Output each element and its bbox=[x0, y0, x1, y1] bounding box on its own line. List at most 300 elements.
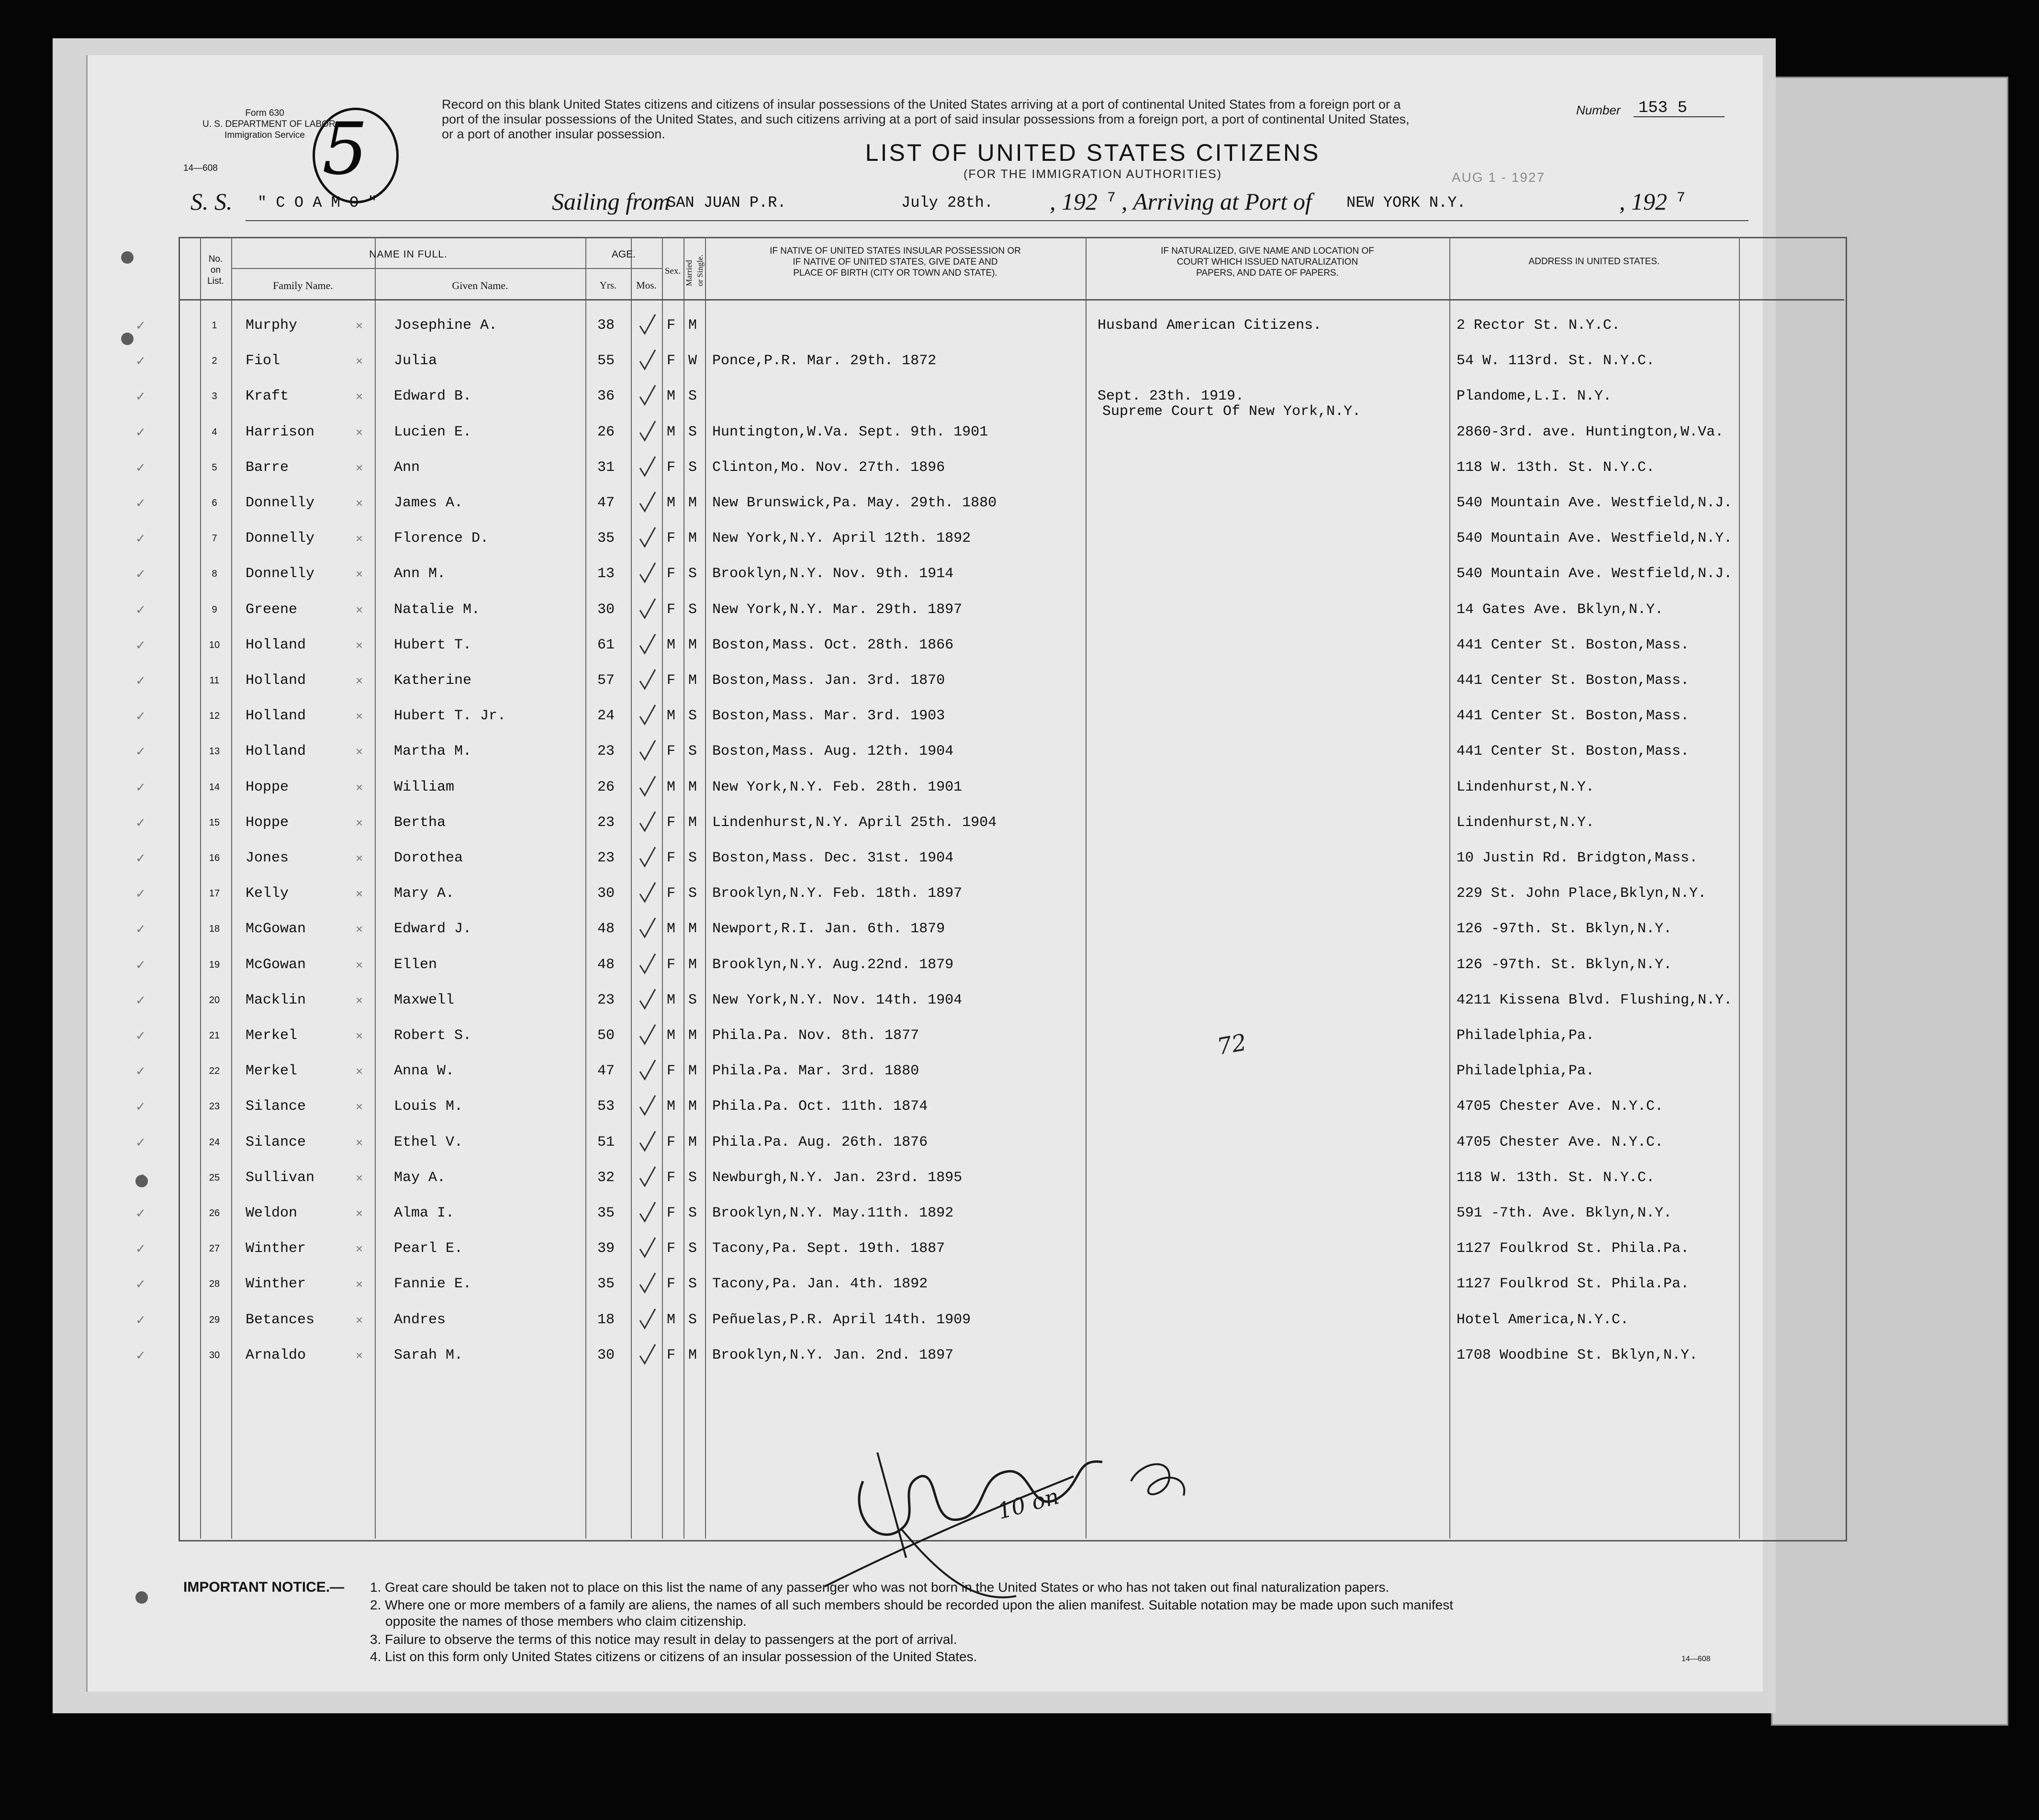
margin-check-icon: ✓ bbox=[135, 1241, 146, 1256]
margin-check-icon: ✓ bbox=[135, 1312, 146, 1327]
check-mark-icon bbox=[638, 1342, 657, 1365]
address: 4211 Kissena Blvd. Flushing,N.Y. bbox=[1456, 992, 1733, 1008]
check-mark-icon bbox=[638, 597, 657, 620]
naturalization: Husband American Citizens. bbox=[1098, 317, 1322, 334]
address: 126 -97th. St. Bklyn,N.Y. bbox=[1456, 956, 1672, 973]
table-row bbox=[88, 1232, 1753, 1267]
address: 540 Mountain Ave. Westfield,N.J. bbox=[1456, 495, 1733, 511]
check-mark-icon bbox=[638, 490, 657, 513]
age-years: 39 bbox=[597, 1240, 615, 1257]
age-years: 35 bbox=[597, 1205, 615, 1221]
col-married-2: or Single. bbox=[695, 254, 705, 286]
col-no-3: List. bbox=[207, 276, 224, 286]
marital-status: M bbox=[688, 814, 697, 831]
margin-check-icon: ✓ bbox=[135, 851, 146, 865]
sex: M bbox=[667, 636, 676, 653]
given-name: Hubert T. Jr. bbox=[394, 708, 506, 725]
year-digit-2: 7 bbox=[1677, 190, 1686, 206]
document-title: LIST OF UNITED STATES CITIZENS bbox=[865, 139, 1321, 166]
given-name: Natalie M. bbox=[394, 601, 481, 618]
row-number: 8 bbox=[212, 569, 217, 580]
name-cross-icon: × bbox=[356, 1135, 363, 1150]
marital-status: M bbox=[688, 921, 697, 938]
name-cross-icon: × bbox=[356, 1312, 363, 1327]
marital-status: M bbox=[688, 956, 697, 973]
marital-status: S bbox=[688, 743, 697, 760]
address: 2 Rector St. N.Y.C. bbox=[1456, 317, 1621, 334]
col-name-in-full: NAME IN FULL. bbox=[369, 249, 448, 260]
birth-place-date: Phila.Pa. Aug. 26th. 1876 bbox=[712, 1134, 928, 1150]
sex: F bbox=[667, 317, 676, 334]
name-cross-icon: × bbox=[356, 851, 363, 865]
row-number: 4 bbox=[212, 426, 217, 437]
arriving-label: , Arriving at Port of bbox=[1121, 188, 1312, 215]
arrival-port: NEW YORK N.Y. bbox=[1346, 194, 1466, 212]
age-years: 53 bbox=[597, 1098, 615, 1115]
birth-place-date: Clinton,Mo. Nov. 27th. 1896 bbox=[712, 459, 945, 476]
form-number: Form 630 bbox=[245, 108, 284, 118]
marital-status: S bbox=[688, 424, 697, 440]
number-underline bbox=[1634, 116, 1725, 117]
date-stamp: AUG 1 - 1927 bbox=[1452, 170, 1546, 185]
sex: F bbox=[667, 1276, 676, 1293]
handwritten-note: 10 on bbox=[995, 1483, 1062, 1524]
table-row bbox=[88, 1339, 1753, 1374]
family-name: Greene bbox=[246, 601, 298, 618]
notice-item-3: 3. Failure to observe the terms of this notice may result in delay to passengers at the port of arrival. bbox=[370, 1632, 957, 1647]
marital-status: S bbox=[688, 992, 697, 1008]
sailing-date: July 28th. bbox=[901, 194, 994, 212]
age-years: 26 bbox=[597, 779, 615, 795]
form-code-top: 14—608 bbox=[183, 163, 218, 173]
given-name: Ann M. bbox=[394, 566, 446, 582]
birth-place-date: Boston,Mass. Jan. 3rd. 1870 bbox=[712, 672, 945, 689]
table-row bbox=[88, 877, 1753, 912]
address: 441 Center St. Boston,Mass. bbox=[1456, 743, 1690, 760]
check-mark-icon bbox=[638, 916, 657, 939]
family-name: Murphy bbox=[246, 317, 298, 334]
table-row bbox=[88, 735, 1753, 770]
sex: F bbox=[667, 850, 676, 866]
margin-check-icon: ✓ bbox=[135, 354, 146, 368]
address: 118 W. 13th. St. N.Y.C. bbox=[1456, 459, 1655, 476]
col-no-1: No. bbox=[208, 254, 223, 264]
check-mark-icon bbox=[638, 1236, 657, 1259]
check-mark-icon bbox=[638, 1058, 657, 1081]
table-row bbox=[88, 1303, 1753, 1339]
sex: M bbox=[667, 992, 676, 1008]
birth-place-date: Peñuelas,P.R. April 14th. 1909 bbox=[712, 1311, 971, 1328]
sailing-from-port: SAN JUAN P.R. bbox=[667, 194, 786, 212]
col-given-name: Given Name. bbox=[452, 279, 508, 291]
birth-place-date: Phila.Pa. Oct. 11th. 1874 bbox=[712, 1098, 928, 1115]
family-name: Donnelly bbox=[246, 566, 315, 582]
marital-status: M bbox=[688, 495, 697, 511]
check-mark-icon bbox=[638, 881, 657, 904]
birth-place-date: Lindenhurst,N.Y. April 25th. 1904 bbox=[712, 814, 997, 831]
family-name: Hoppe bbox=[246, 779, 289, 795]
given-name: Edward B. bbox=[394, 388, 472, 405]
age-years: 61 bbox=[597, 636, 615, 653]
age-years: 36 bbox=[597, 388, 615, 405]
sex: M bbox=[667, 388, 676, 405]
table-row bbox=[88, 806, 1753, 841]
header-rule bbox=[585, 268, 662, 269]
table-row bbox=[88, 522, 1753, 557]
sex: M bbox=[667, 921, 676, 938]
check-mark-icon bbox=[638, 313, 657, 335]
birth-place-date: New York,N.Y. April 12th. 1892 bbox=[712, 530, 971, 547]
sex: F bbox=[667, 601, 676, 618]
family-name: McGowan bbox=[246, 956, 306, 973]
given-name: Florence D. bbox=[394, 530, 489, 547]
sex: M bbox=[667, 779, 676, 795]
family-name: Jones bbox=[246, 850, 289, 866]
family-name: Holland bbox=[246, 708, 306, 725]
sex: F bbox=[667, 530, 676, 547]
row-number: 14 bbox=[209, 782, 220, 793]
table-row bbox=[88, 948, 1753, 983]
margin-check-icon: ✓ bbox=[135, 1135, 146, 1150]
sex: M bbox=[667, 1027, 676, 1044]
row-number: 2 bbox=[212, 356, 217, 367]
form-code-bottom: 14—608 bbox=[1681, 1655, 1711, 1663]
year-digit-1: 7 bbox=[1107, 190, 1116, 206]
sex: F bbox=[667, 1063, 676, 1080]
margin-check-icon: ✓ bbox=[135, 424, 146, 439]
address: 441 Center St. Boston,Mass. bbox=[1456, 672, 1690, 689]
birth-place-date: New York,N.Y. Nov. 14th. 1904 bbox=[712, 992, 963, 1008]
family-name: Silance bbox=[246, 1098, 306, 1115]
punch-hole bbox=[135, 1591, 148, 1604]
col-no-2: on bbox=[210, 265, 221, 275]
row-number: 7 bbox=[212, 533, 217, 544]
margin-note: 72 bbox=[1215, 1029, 1249, 1061]
notice-item-2: 2. Where one or more members of a family are aliens, the names of all such members should be recorded upon the alien manifest. Suitable notation may be made upon such manifest bbox=[370, 1597, 1453, 1612]
row-number: 21 bbox=[209, 1030, 220, 1041]
address: 4705 Chester Ave. N.Y.C. bbox=[1456, 1098, 1664, 1115]
age-years: 23 bbox=[597, 850, 615, 866]
birth-place-date: New Brunswick,Pa. May. 29th. 1880 bbox=[712, 495, 997, 511]
family-name: Holland bbox=[246, 672, 306, 689]
age-years: 32 bbox=[597, 1169, 615, 1186]
age-years: 24 bbox=[597, 708, 615, 725]
table-row bbox=[88, 664, 1753, 699]
margin-check-icon: ✓ bbox=[135, 1028, 146, 1043]
table-row bbox=[88, 1126, 1753, 1161]
check-mark-icon bbox=[638, 845, 657, 868]
address: Philadelphia,Pa. bbox=[1456, 1027, 1595, 1044]
age-years: 26 bbox=[597, 424, 615, 440]
address: Philadelphia,Pa. bbox=[1456, 1063, 1595, 1080]
address: 540 Mountain Ave. Westfield,N.Y. bbox=[1456, 530, 1733, 547]
given-name: Dorothea bbox=[394, 850, 463, 866]
table-row bbox=[88, 344, 1753, 380]
notice-item-1: 1. Great care should be taken not to place on this list the name of any passenger who was not born in the United States or who has not taken out final naturalization papers. bbox=[370, 1580, 1389, 1595]
age-years: 48 bbox=[597, 921, 615, 938]
age-years: 13 bbox=[597, 566, 615, 582]
voyage-underline bbox=[246, 220, 1748, 221]
sex: F bbox=[667, 743, 676, 760]
name-cross-icon: × bbox=[356, 1028, 363, 1043]
marital-status: S bbox=[688, 1276, 697, 1293]
year-prefix-1: , 192 bbox=[1050, 188, 1098, 215]
given-name: William bbox=[394, 779, 455, 795]
row-number: 29 bbox=[209, 1314, 220, 1325]
name-cross-icon: × bbox=[356, 1099, 363, 1114]
sex: F bbox=[667, 1240, 676, 1257]
birth-place-date: Huntington,W.Va. Sept. 9th. 1901 bbox=[712, 424, 988, 440]
sex: F bbox=[667, 956, 676, 973]
margin-check-icon: ✓ bbox=[135, 957, 146, 972]
header-rule bbox=[231, 268, 631, 269]
marital-status: S bbox=[688, 850, 697, 866]
marital-status: S bbox=[688, 388, 697, 405]
age-years: 35 bbox=[597, 1276, 615, 1293]
margin-check-icon: ✓ bbox=[135, 1206, 146, 1220]
age-years: 23 bbox=[597, 743, 615, 760]
birth-place-date: New York,N.Y. Mar. 29th. 1897 bbox=[712, 601, 963, 618]
age-years: 18 bbox=[597, 1311, 615, 1328]
table-row bbox=[88, 309, 1753, 344]
row-number: 18 bbox=[209, 924, 220, 935]
check-mark-icon bbox=[638, 1307, 657, 1330]
sex: F bbox=[667, 1134, 676, 1150]
given-name: Robert S. bbox=[394, 1027, 472, 1044]
table-row bbox=[88, 486, 1753, 522]
sailing-from-label: Sailing from bbox=[552, 188, 670, 215]
table-row bbox=[88, 1054, 1753, 1090]
name-cross-icon: × bbox=[356, 460, 363, 475]
birth-place-date: New York,N.Y. Feb. 28th. 1901 bbox=[712, 779, 963, 795]
age-years: 50 bbox=[597, 1027, 615, 1044]
family-name: Holland bbox=[246, 743, 306, 760]
row-number: 3 bbox=[212, 391, 217, 402]
manifest-sheet bbox=[86, 55, 1763, 1692]
given-name: James A. bbox=[394, 495, 463, 511]
punch-hole bbox=[121, 333, 134, 345]
sex: M bbox=[667, 424, 676, 440]
family-name: Merkel bbox=[246, 1027, 298, 1044]
marital-status: M bbox=[688, 317, 697, 334]
header-bottom-rule bbox=[179, 299, 1844, 301]
address: Plandome,L.I. N.Y. bbox=[1456, 388, 1612, 405]
row-number: 11 bbox=[209, 675, 220, 686]
given-name: Pearl E. bbox=[394, 1240, 463, 1257]
sex: F bbox=[667, 1169, 676, 1186]
col-address: ADDRESS IN UNITED STATES. bbox=[1528, 257, 1660, 267]
age-years: 23 bbox=[597, 992, 615, 1008]
col-yrs: Yrs. bbox=[599, 279, 617, 291]
table-row bbox=[88, 699, 1753, 735]
table-row bbox=[88, 380, 1753, 415]
margin-check-icon: ✓ bbox=[135, 389, 146, 404]
age-years: 23 bbox=[597, 814, 615, 831]
family-name: Donnelly bbox=[246, 530, 315, 547]
given-name: Alma I. bbox=[394, 1205, 455, 1221]
row-number: 13 bbox=[209, 746, 220, 757]
birth-place-date: Brooklyn,N.Y. Feb. 18th. 1897 bbox=[712, 885, 963, 902]
birth-place-date: Boston,Mass. Mar. 3rd. 1903 bbox=[712, 708, 945, 725]
marital-status: W bbox=[688, 353, 697, 369]
sex: F bbox=[667, 1205, 676, 1221]
check-mark-icon bbox=[638, 455, 657, 478]
family-name: Hoppe bbox=[246, 814, 289, 831]
family-name: Macklin bbox=[246, 992, 306, 1008]
margin-check-icon: ✓ bbox=[135, 1348, 146, 1362]
margin-check-icon: ✓ bbox=[135, 1277, 146, 1292]
notice-heading: IMPORTANT NOTICE.— bbox=[183, 1579, 345, 1595]
sex: F bbox=[667, 459, 676, 476]
age-years: 31 bbox=[597, 459, 615, 476]
table-row bbox=[88, 770, 1753, 806]
marital-status: M bbox=[688, 1027, 697, 1044]
check-mark-icon bbox=[638, 348, 657, 371]
col-married-1: Married bbox=[684, 260, 694, 286]
birth-place-date: Brooklyn,N.Y. Nov. 9th. 1914 bbox=[712, 566, 954, 582]
check-mark-icon bbox=[638, 703, 657, 726]
given-name: Martha M. bbox=[394, 743, 472, 760]
row-number: 1 bbox=[212, 320, 217, 331]
family-name: Merkel bbox=[246, 1063, 298, 1080]
family-name: Sullivan bbox=[246, 1169, 315, 1186]
margin-check-icon: ✓ bbox=[135, 531, 146, 546]
instruction-line-2: port of the insular possessions of the United States, and such citizens arriving at a port of said insular possessions from a foreign port, a port of continental United States, bbox=[442, 112, 1410, 126]
col-birth-1: IF NATIVE OF UNITED STATES INSULAR POSSESSION OR bbox=[770, 246, 1021, 256]
given-name: Sarah M. bbox=[394, 1347, 463, 1363]
address: 2860-3rd. ave. Huntington,W.Va. bbox=[1456, 424, 1724, 440]
col-mos: Mos. bbox=[636, 279, 657, 291]
sex: F bbox=[667, 814, 676, 831]
age-years: 30 bbox=[597, 601, 615, 618]
margin-check-icon: ✓ bbox=[135, 673, 146, 688]
sex: M bbox=[667, 1311, 676, 1328]
col-age: AGE. bbox=[611, 249, 636, 260]
margin-check-icon: ✓ bbox=[135, 1064, 146, 1079]
check-mark-icon bbox=[638, 1200, 657, 1223]
row-number: 16 bbox=[209, 853, 220, 863]
given-name: Fannie E. bbox=[394, 1276, 472, 1293]
age-years: 57 bbox=[597, 672, 615, 689]
col-naturalized-3: PAPERS, AND DATE OF PAPERS. bbox=[1196, 268, 1339, 278]
given-name: Ellen bbox=[394, 956, 437, 973]
address: Lindenhurst,N.Y. bbox=[1456, 779, 1595, 795]
family-name: Fiol bbox=[246, 353, 280, 369]
name-cross-icon: × bbox=[356, 886, 363, 901]
birth-place-date: Brooklyn,N.Y. May.11th. 1892 bbox=[712, 1205, 954, 1221]
address: 591 -7th. Ave. Bklyn,N.Y. bbox=[1456, 1205, 1672, 1221]
name-cross-icon: × bbox=[356, 531, 363, 546]
family-name: Betances bbox=[246, 1311, 315, 1328]
sex: F bbox=[667, 566, 676, 582]
check-mark-icon bbox=[638, 952, 657, 975]
check-mark-icon bbox=[638, 810, 657, 833]
check-mark-icon bbox=[638, 632, 657, 655]
birth-place-date: Newport,R.I. Jan. 6th. 1879 bbox=[712, 921, 945, 938]
sex: F bbox=[667, 885, 676, 902]
margin-check-icon: ✓ bbox=[135, 602, 146, 617]
row-number: 26 bbox=[209, 1208, 220, 1218]
col-sex: Sex. bbox=[664, 266, 681, 276]
name-cross-icon: × bbox=[356, 673, 363, 688]
family-name: Kraft bbox=[246, 388, 289, 405]
birth-place-date: Ponce,P.R. Mar. 29th. 1872 bbox=[712, 353, 937, 369]
row-number: 28 bbox=[209, 1279, 220, 1290]
document-subtitle: (FOR THE IMMIGRATION AUTHORITIES) bbox=[963, 167, 1222, 181]
name-cross-icon: × bbox=[356, 318, 363, 333]
name-cross-icon: × bbox=[356, 1206, 363, 1220]
given-name: Julia bbox=[394, 353, 437, 369]
naturalization-court: Supreme Court Of New York,N.Y. bbox=[1102, 403, 1361, 420]
page-number-circle bbox=[313, 108, 399, 203]
col-naturalized-2: COURT WHICH ISSUED NATURALIZATION bbox=[1176, 257, 1358, 267]
given-name: Edward J. bbox=[394, 921, 472, 938]
name-cross-icon: × bbox=[356, 1170, 363, 1185]
row-number: 9 bbox=[212, 604, 217, 615]
margin-check-icon: ✓ bbox=[135, 815, 146, 830]
birth-place-date: Phila.Pa. Nov. 8th. 1877 bbox=[712, 1027, 919, 1044]
service-name: Immigration Service bbox=[224, 130, 305, 140]
age-years: 30 bbox=[597, 885, 615, 902]
name-cross-icon: × bbox=[356, 957, 363, 972]
check-mark-icon bbox=[638, 668, 657, 691]
check-mark-icon bbox=[638, 738, 657, 761]
family-name: Barre bbox=[246, 459, 289, 476]
name-cross-icon: × bbox=[356, 709, 363, 724]
address: 4705 Chester Ave. N.Y.C. bbox=[1456, 1134, 1664, 1150]
given-name: Ann bbox=[394, 459, 420, 476]
name-cross-icon: × bbox=[356, 815, 363, 830]
age-years: 30 bbox=[597, 1347, 615, 1363]
address: Hotel America,N.Y.C. bbox=[1456, 1311, 1629, 1328]
address: 10 Justin Rd. Bridgton,Mass. bbox=[1456, 850, 1698, 866]
check-mark-icon bbox=[638, 1129, 657, 1152]
row-number: 22 bbox=[209, 1066, 220, 1077]
row-number: 24 bbox=[209, 1137, 220, 1148]
table-row bbox=[88, 841, 1753, 877]
marital-status: S bbox=[688, 1205, 697, 1221]
margin-check-icon: ✓ bbox=[135, 1099, 146, 1114]
row-number: 23 bbox=[209, 1101, 220, 1112]
address: 14 Gates Ave. Bklyn,N.Y. bbox=[1456, 601, 1664, 618]
margin-check-icon: ✓ bbox=[135, 922, 146, 937]
sex: M bbox=[667, 708, 676, 725]
marital-status: M bbox=[688, 1098, 697, 1115]
table-row bbox=[88, 415, 1753, 451]
notice-item-2-continued: opposite the names of those members who claim citizenship. bbox=[385, 1614, 747, 1629]
family-name: Kelly bbox=[246, 885, 289, 902]
margin-check-icon: ✓ bbox=[135, 709, 146, 724]
check-mark-icon bbox=[638, 525, 657, 548]
marital-status: M bbox=[688, 779, 697, 795]
given-name: Josephine A. bbox=[394, 317, 498, 334]
col-family-name: Family Name. bbox=[273, 279, 333, 291]
birth-place-date: Newburgh,N.Y. Jan. 23rd. 1895 bbox=[712, 1169, 963, 1186]
ship-name: " C O A M O " bbox=[258, 194, 377, 212]
marital-status: S bbox=[688, 708, 697, 725]
age-years: 48 bbox=[597, 956, 615, 973]
name-cross-icon: × bbox=[356, 496, 363, 510]
margin-check-icon: ✓ bbox=[135, 993, 146, 1007]
age-years: 47 bbox=[597, 495, 615, 511]
age-years: 55 bbox=[597, 353, 615, 369]
check-mark-icon bbox=[638, 774, 657, 797]
table-row bbox=[88, 1267, 1753, 1303]
col-naturalized-1: IF NATURALIZED, GIVE NAME AND LOCATION OF bbox=[1161, 246, 1374, 256]
given-name: Mary A. bbox=[394, 885, 455, 902]
marital-status: M bbox=[688, 636, 697, 653]
address: Lindenhurst,N.Y. bbox=[1456, 814, 1595, 831]
